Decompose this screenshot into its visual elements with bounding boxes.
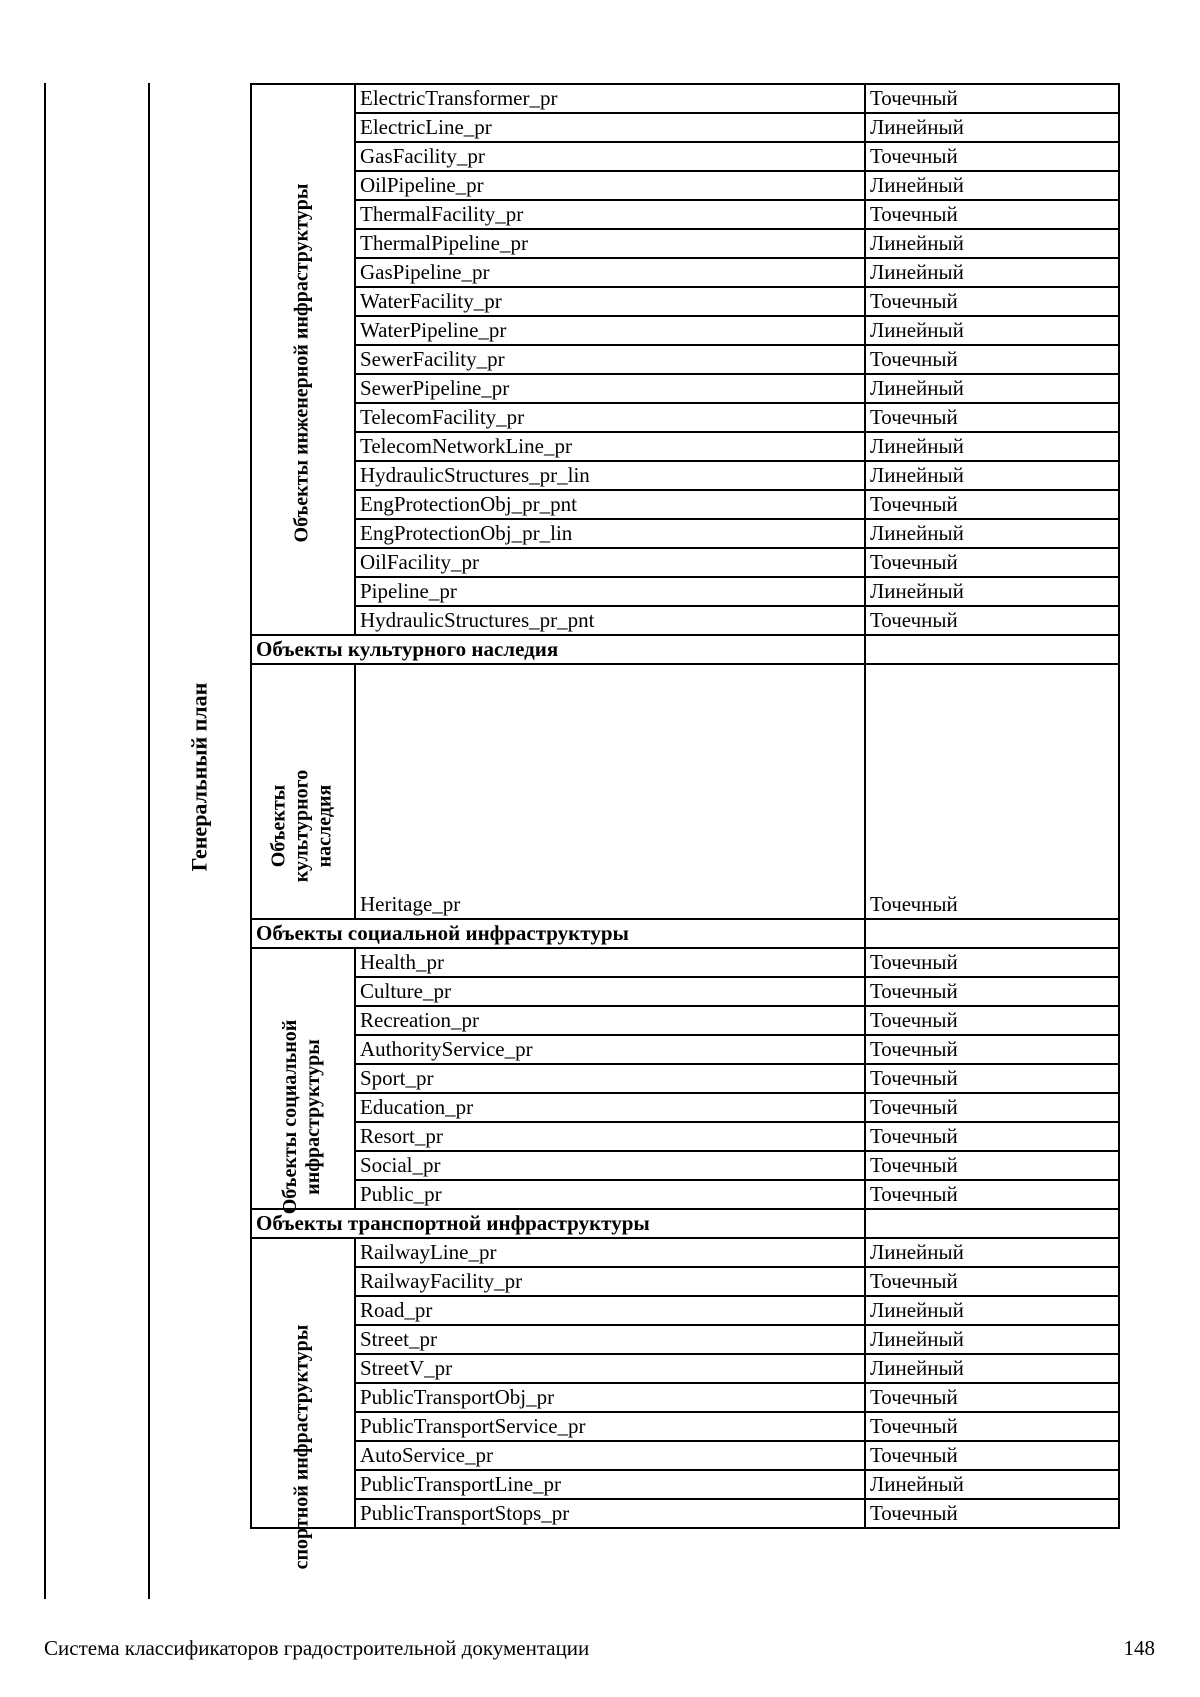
layer-name-cell: StreetV_pr (355, 1354, 865, 1383)
table-row (251, 229, 1119, 258)
geometry-type-cell: Точечный (865, 1006, 1119, 1035)
table-row (251, 519, 1119, 548)
table-row (251, 548, 1119, 577)
layer-name-cell: AuthorityService_pr (355, 1035, 865, 1064)
layer-name-cell: RailwayLine_pr (355, 1238, 865, 1267)
geometry-type-cell: Точечный (865, 1499, 1119, 1528)
geometry-type-cell: Точечный (865, 84, 1119, 113)
geometry-type-cell: Точечный (865, 1441, 1119, 1470)
group-label-heritage: Объекты культурного наследия (267, 769, 336, 883)
layer-name-cell: WaterFacility_pr (355, 287, 865, 316)
geometry-type-cell: Точечный (865, 287, 1119, 316)
geometry-type-cell: Точечный (865, 1035, 1119, 1064)
table-row (251, 1093, 1119, 1122)
layer-name-cell: ElectricLine_pr (355, 113, 865, 142)
section-row (251, 919, 1119, 948)
section-row (251, 1209, 1119, 1238)
table-row (251, 1296, 1119, 1325)
layer-name-cell: Recreation_pr (355, 1006, 865, 1035)
group-label-engineering: Объекты инженерной инфраструктуры (290, 183, 313, 543)
layer-name-cell: Sport_pr (355, 1064, 865, 1093)
layer-name-cell: SewerPipeline_pr (355, 374, 865, 403)
geometry-type-cell: Точечный (865, 1151, 1119, 1180)
geometry-type-cell: Линейный (865, 461, 1119, 490)
layer-name-cell: OilFacility_pr (355, 548, 865, 577)
geometry-type-cell: Точечный (865, 142, 1119, 171)
geometry-type-cell: Точечный (865, 1122, 1119, 1151)
layer-name-cell: EngProtectionObj_pr_pnt (355, 490, 865, 519)
geometry-type-cell: Точечный (865, 1412, 1119, 1441)
section-empty-cell (865, 1209, 1119, 1238)
geometry-type-cell: Точечный (865, 1267, 1119, 1296)
classifier-table (250, 83, 1120, 1529)
table-row (251, 461, 1119, 490)
geometry-type-cell: Линейный (865, 1325, 1119, 1354)
group-label-social: Объекты социальной инфраструктуры (279, 1019, 324, 1215)
layer-name-cell: WaterPipeline_pr (355, 316, 865, 345)
table-row (251, 1035, 1119, 1064)
layer-name-cell: Road_pr (355, 1296, 865, 1325)
layer-name-cell: Street_pr (355, 1325, 865, 1354)
table-row (251, 1354, 1119, 1383)
layer-name-cell: HydraulicStructures_pr_lin (355, 461, 865, 490)
geometry-type-cell: Точечный (865, 403, 1119, 432)
layer-name-cell: HydraulicStructures_pr_pnt (355, 606, 865, 635)
geometry-type-cell: Точечный (865, 606, 1119, 635)
table-row (251, 1238, 1119, 1267)
geometry-type-cell: Линейный (865, 171, 1119, 200)
table-row (251, 1499, 1119, 1528)
table-row (251, 258, 1119, 287)
layer-name-cell: Pipeline_pr (355, 577, 865, 606)
geometry-type-cell: Линейный (865, 316, 1119, 345)
table-row (251, 948, 1119, 977)
geometry-type-cell: Точечный (865, 200, 1119, 229)
geometry-type-cell: Точечный (865, 1064, 1119, 1093)
geometry-type-cell: Линейный (865, 229, 1119, 258)
layer-name-cell: ThermalPipeline_pr (355, 229, 865, 258)
table-row (251, 1325, 1119, 1354)
section-heading-heritage: Объекты культурного наследия (251, 635, 865, 664)
geometry-type-cell: Линейный (865, 519, 1119, 548)
table-row (251, 374, 1119, 403)
layer-name-cell: ElectricTransformer_pr (355, 84, 865, 113)
layer-name-cell: Resort_pr (355, 1122, 865, 1151)
layer-name-cell: PublicTransportStops_pr (355, 1499, 865, 1528)
table-row (251, 1180, 1119, 1209)
table-row (251, 1470, 1119, 1499)
table-row (251, 287, 1119, 316)
layer-name-cell: Health_pr (355, 948, 865, 977)
layer-name-cell: TelecomFacility_pr (355, 403, 865, 432)
layer-name-cell: OilPipeline_pr (355, 171, 865, 200)
table-row (251, 1441, 1119, 1470)
geometry-type-cell: Линейный (865, 577, 1119, 606)
table-row (251, 1122, 1119, 1151)
plan-column-line (148, 83, 150, 1599)
table-row (251, 171, 1119, 200)
section-row (251, 635, 1119, 664)
table-row (251, 200, 1119, 229)
geometry-type-cell: Линейный (865, 113, 1119, 142)
layer-name-cell: GasPipeline_pr (355, 258, 865, 287)
table-row (251, 490, 1119, 519)
geometry-type-cell: Линейный (865, 258, 1119, 287)
geometry-type-cell: Линейный (865, 374, 1119, 403)
geometry-type-cell: Точечный (865, 977, 1119, 1006)
geometry-type-cell: Точечный (865, 490, 1119, 519)
layer-name-cell: RailwayFacility_pr (355, 1267, 865, 1296)
table-row (251, 1151, 1119, 1180)
section-empty-cell (865, 635, 1119, 664)
table-row (251, 403, 1119, 432)
layer-name-cell: PublicTransportLine_pr (355, 1470, 865, 1499)
layer-name-cell: Education_pr (355, 1093, 865, 1122)
geometry-type-cell: Точечный (865, 345, 1119, 374)
table-row (251, 606, 1119, 635)
section-heading-transport: Объекты транспортной инфраструктуры (251, 1209, 865, 1238)
geometry-type-cell: Точечный (865, 548, 1119, 577)
geometry-type-cell: Точечный (865, 1383, 1119, 1412)
geometry-type-cell: Линейный (865, 1470, 1119, 1499)
classifier-table-body (251, 84, 1119, 1528)
geometry-type-cell: Точечный (865, 664, 1119, 919)
general-plan-label: Генеральный план (186, 682, 212, 872)
layer-name-cell: Public_pr (355, 1180, 865, 1209)
table-row (251, 1267, 1119, 1296)
layer-name-cell: TelecomNetworkLine_pr (355, 432, 865, 461)
table-row (251, 316, 1119, 345)
group-label-transport: спортной инфраструктуры (290, 1324, 313, 1570)
left-border-line (44, 83, 46, 1599)
geometry-type-cell: Линейный (865, 1296, 1119, 1325)
table-row (251, 1006, 1119, 1035)
layer-name-cell: GasFacility_pr (355, 142, 865, 171)
section-empty-cell (865, 919, 1119, 948)
table-row (251, 977, 1119, 1006)
layer-name-cell: SewerFacility_pr (355, 345, 865, 374)
table-row (251, 84, 1119, 113)
layer-name-cell: PublicTransportService_pr (355, 1412, 865, 1441)
table-row (251, 577, 1119, 606)
table-row (251, 142, 1119, 171)
table-row (251, 1383, 1119, 1412)
layer-name-cell: PublicTransportObj_pr (355, 1383, 865, 1412)
geometry-type-cell: Точечный (865, 948, 1119, 977)
geometry-type-cell: Линейный (865, 1354, 1119, 1383)
layer-name-cell: AutoService_pr (355, 1441, 865, 1470)
geometry-type-cell: Точечный (865, 1180, 1119, 1209)
table-row (251, 664, 1119, 919)
layer-name-cell: Social_pr (355, 1151, 865, 1180)
layer-name-cell: Heritage_pr (355, 664, 865, 919)
geometry-type-cell: Линейный (865, 1238, 1119, 1267)
table-row (251, 432, 1119, 461)
layer-name-cell: EngProtectionObj_pr_lin (355, 519, 865, 548)
table-row (251, 113, 1119, 142)
table-row (251, 1064, 1119, 1093)
geometry-type-cell: Линейный (865, 432, 1119, 461)
section-heading-social: Объекты социальной инфраструктуры (251, 919, 865, 948)
geometry-type-cell: Точечный (865, 1093, 1119, 1122)
footer-title: Система классификаторов градостроительной документации (44, 1636, 590, 1660)
table-row (251, 345, 1119, 374)
layer-name-cell: Culture_pr (355, 977, 865, 1006)
page-number: 148 (1123, 1636, 1155, 1660)
layer-name-cell: ThermalFacility_pr (355, 200, 865, 229)
table-row (251, 1412, 1119, 1441)
